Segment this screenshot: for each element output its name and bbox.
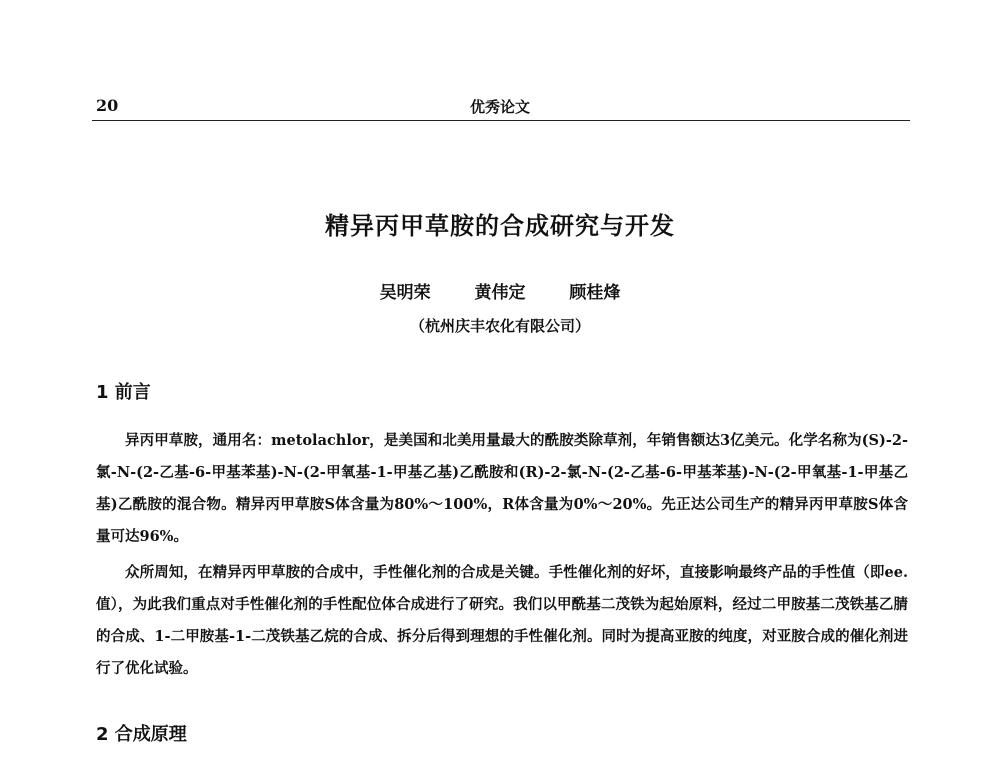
body-paragraph: 众所周知，在精异丙甲草胺的合成中，手性催化剂的合成是关键。手性催化剂的好坏，直接影响最终产品的手性值（即ee.值），为此我们重点对手性催化剂的手性配位体合成进行了研究。我们以甲酰基二茂铁为起始原料，经过二甲胺基二茂铁基乙腈的合成、1-二甲胺基-1-二茂铁基乙烷的合成、拆分后得到理想的手性催化剂。同时为提高亚胺的纯度，对亚胺合成的催化剂进行了优化试验。 [96, 564, 908, 677]
author-list [0, 278, 1000, 303]
section-heading-preface: 1 前言 [96, 382, 151, 403]
header-rule [92, 120, 910, 121]
author-name: 顾桂烽 [569, 283, 621, 303]
page-number: 20 [96, 96, 119, 115]
body-paragraph: 异丙甲草胺，通用名：metolachlor，是美国和北美用量最大的酰胺类除草剂，年销售额达3亿美元。化学名称为(S)-2-氯-N-(2-乙基-6-甲基苯基)-N-(2-甲氧基-1-甲基乙基)乙酰胺和(R)-2-氯-N-(2-乙基-6-甲基苯基)-N-(2-甲氧基-1-甲基乙基)乙酰胺的混合物。精异丙甲草胺S体含量为80%～100%，R体含量为0%～20%。先正达公司生产的精异丙甲草胺S体含量可达96%。 [96, 432, 908, 545]
paper-title: 精异丙甲草胺的合成研究与开发 [325, 212, 675, 240]
author-name: 黄伟定 [474, 283, 526, 303]
section-heading-synthesis-principle: 2 合成原理 [96, 724, 187, 745]
author-name: 吴明荣 [379, 283, 431, 303]
running-title: 优秀论文 [469, 98, 530, 116]
affiliation: （杭州庆丰农化有限公司） [409, 317, 590, 335]
